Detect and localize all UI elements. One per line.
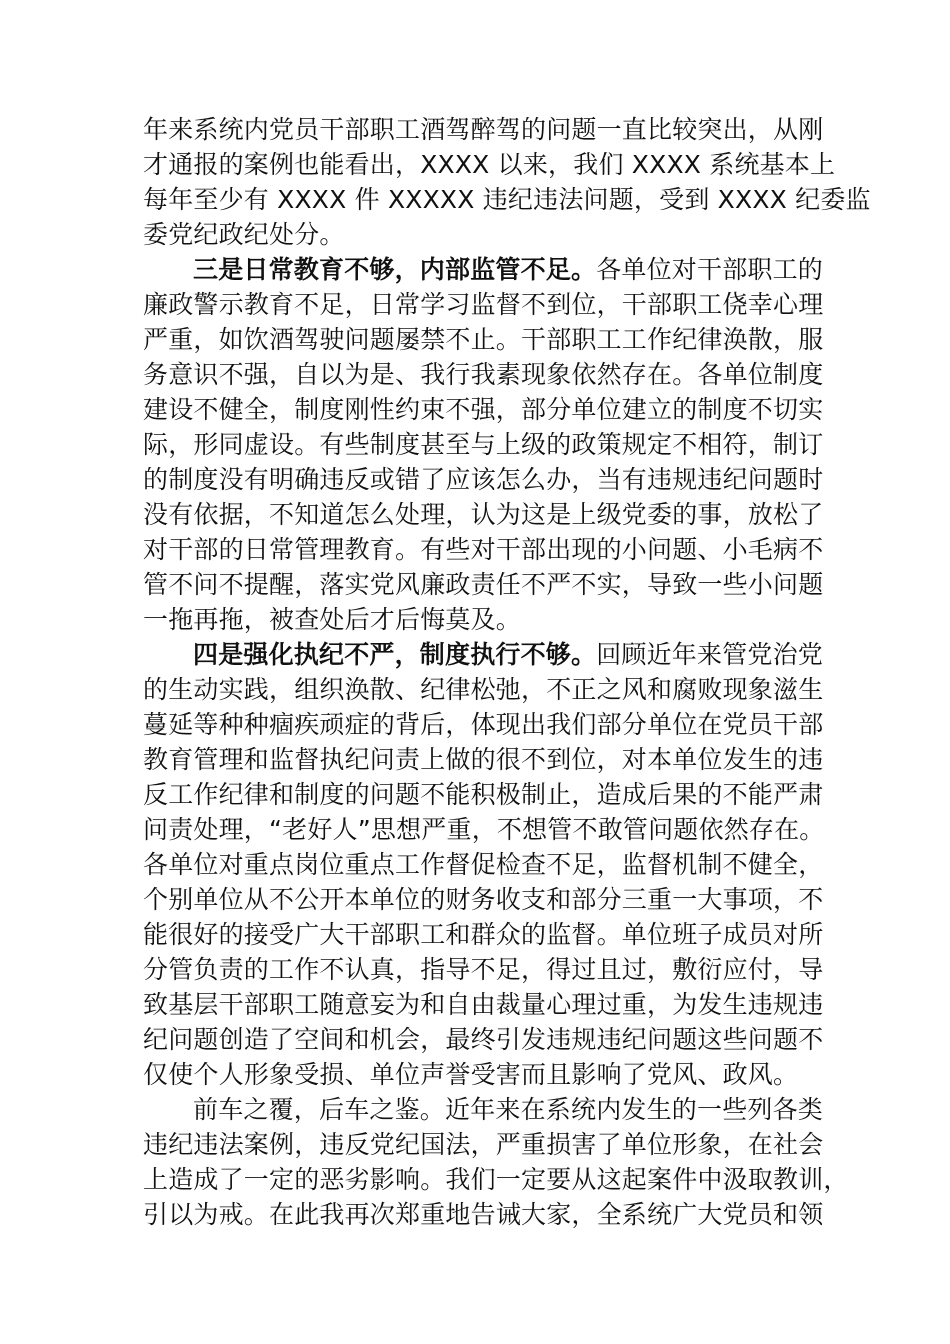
text-line: 对干部的日常管理教育。有些对干部出现的小问题、小毛病不 (143, 535, 824, 564)
paragraph (143, 637, 825, 1092)
text-line: 教育管理和监督执纪问责上做的很不到位，对本单位发生的违 (143, 745, 824, 774)
text-line: 仅使个人形象受损、单位声誉受害而且影响了党风、政风。 (143, 1060, 799, 1089)
text-line: 致基层干部职工随意妄为和自由裁量心理过重，为发生违规违 (143, 990, 824, 1019)
text-line (143, 637, 824, 672)
text-line: 前车之覆，后车之鉴。近年来在系统内发生的一些列各类 (193, 1095, 824, 1124)
text-line: 反工作纪律和制度的问题不能积极制止，造成后果的不能严肃 (143, 780, 824, 809)
text-line: 建设不健全，制度刚性约束不强，部分单位建立的制度不切实 (143, 395, 824, 424)
text-line: 的生动实践，组织涣散、纪律松弛，不正之风和腐败现象滋生 (143, 675, 824, 704)
text-line: 委党纪政纪处分。 (143, 220, 345, 249)
paragraph-heading: 三是日常教育不够，内部监管不足。 (193, 255, 597, 284)
text-line: 问责处理，“老好人”思想严重，不想管不敢管问题依然存在。 (143, 815, 825, 844)
text-line: 年来系统内党员干部职工酒驾醉驾的问题一直比较突出，从刚 (143, 115, 824, 144)
text-line: 引以为戒。在此我再次郑重地告诫大家，全系统广大党员和领 (143, 1200, 824, 1229)
text-fragment: 各单位对干部职工的 (596, 255, 824, 284)
text-line: 蔓延等种种痼疾顽症的背后，体现出我们部分单位在党员干部 (143, 710, 824, 739)
text-line: 个别单位从不公开本单位的财务收支和部分三重一大事项，不 (143, 885, 824, 914)
text-line: 的制度没有明确违反或错了应该怎么办，当有违规违纪问题时 (143, 465, 824, 494)
text-line: 各单位对重点岗位重点工作督促检查不足，监督机制不健全， (143, 850, 824, 879)
text-line: 没有依据，不知道怎么处理，认为这是上级党委的事，放松了 (143, 500, 824, 529)
text-line (143, 252, 824, 287)
paragraph (143, 112, 871, 252)
text-line: 严重，如饮酒驾驶问题屡禁不止。干部职工工作纪律涣散，服 (143, 325, 824, 354)
text-line: 上造成了一定的恶劣影响。我们一定要从这起案件中汲取教训， (143, 1165, 849, 1194)
paragraph (143, 252, 824, 637)
text-line: 才通报的案例也能看出，XXXX 以来，我们 XXXX 系统基本上 (143, 150, 836, 179)
text-line: 廉政警示教育不足，日常学习监督不到位，干部职工侥幸心理 (143, 290, 824, 319)
text-line: 一拖再拖，被查处后才后悔莫及。 (143, 605, 522, 634)
document-body (143, 112, 871, 1232)
paragraph (143, 1092, 849, 1232)
text-line: 分管负责的工作不认真，指导不足，得过且过，敷衍应付，导 (143, 955, 824, 984)
text-line: 纪问题创造了空间和机会，最终引发违规违纪问题这些问题不 (143, 1025, 824, 1054)
paragraph-heading: 四是强化执纪不严，制度执行不够。 (193, 640, 597, 669)
text-line: 际，形同虚设。有些制度甚至与上级的政策规定不相符，制订 (143, 430, 824, 459)
text-fragment: 回顾近年来管党治党 (596, 640, 824, 669)
text-line: 违纪违法案例，违反党纪国法，严重损害了单位形象，在社会 (143, 1130, 824, 1159)
text-line: 管不问不提醒，落实党风廉政责任不严不实，导致一些小问题 (143, 570, 824, 599)
text-line: 能很好的接受广大干部职工和群众的监督。单位班子成员对所 (143, 920, 824, 949)
text-line: 务意识不强，自以为是、我行我素现象依然存在。各单位制度 (143, 360, 824, 389)
text-line: 每年至少有 XXXX 件 XXXXX 违纪违法问题，受到 XXXX 纪委监 (143, 185, 871, 214)
